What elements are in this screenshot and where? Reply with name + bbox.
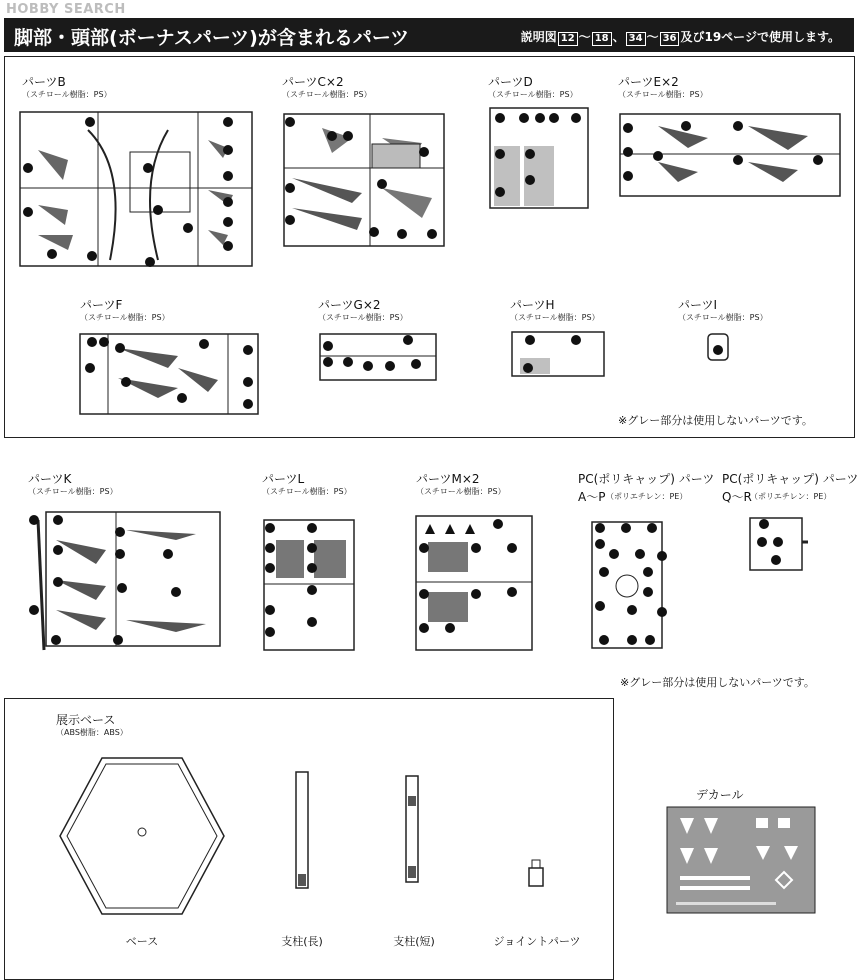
gray-note-bottom: ※グレー部分は使用しないパーツです。 xyxy=(620,676,815,689)
base-label: ベース xyxy=(125,935,159,948)
part-k-material: （スチロール樹脂：PS） xyxy=(28,487,118,496)
sprue-g-diagram xyxy=(318,332,438,382)
pillar-long-label: 支柱(長) xyxy=(281,935,323,948)
part-i-material: （スチロール樹脂：PS） xyxy=(678,313,768,322)
decal-sheet-diagram xyxy=(666,806,816,914)
sprue-m-diagram xyxy=(414,512,534,652)
ref-step-a1: 12 xyxy=(558,32,578,46)
watermark-logo: HOBBY SEARCH xyxy=(6,2,126,17)
part-d-label: パーツD xyxy=(488,75,533,89)
ref-comma: 、 xyxy=(612,30,625,44)
joint-part-label: ジョイントパーツ xyxy=(493,935,581,948)
decal-title: デカール xyxy=(696,788,744,802)
part-d-material: （スチロール樹脂：PS） xyxy=(488,90,578,99)
sprue-b-diagram xyxy=(18,110,254,268)
part-l-material: （スチロール樹脂：PS） xyxy=(262,487,352,496)
ref-step-a2: 18 xyxy=(592,32,612,46)
part-h-label: パーツH xyxy=(510,298,555,312)
ref-sep: 〜 xyxy=(578,30,591,44)
part-e-label: パーツE×2 xyxy=(618,75,679,89)
instruction-reference xyxy=(521,28,840,46)
ref-suffix: 及び19ページで使用します。 xyxy=(680,30,840,44)
part-k-label: パーツK xyxy=(28,472,72,486)
part-i-diagram xyxy=(706,330,730,364)
sprue-d-diagram xyxy=(488,106,590,210)
ref-step-b1: 34 xyxy=(626,32,646,46)
sprue-c-diagram xyxy=(282,108,446,248)
sprue-pc-qr-diagram xyxy=(748,512,808,572)
sprue-h-diagram xyxy=(510,330,606,378)
part-g-label: パーツG×2 xyxy=(318,298,381,312)
pillar-long-diagram xyxy=(292,770,312,890)
ref-step-b2: 36 xyxy=(660,32,680,46)
hexagon-base-diagram xyxy=(54,752,230,920)
part-m-material: （スチロール樹脂：PS） xyxy=(416,487,506,496)
part-l-label: パーツL xyxy=(262,472,305,486)
sprue-e-diagram xyxy=(618,106,842,198)
part-b-label: パーツB xyxy=(22,75,66,89)
pillar-short-diagram xyxy=(402,774,422,884)
sprue-k-diagram xyxy=(26,510,222,656)
joint-part-diagram xyxy=(526,858,546,888)
part-c-label: パーツC×2 xyxy=(282,75,344,89)
part-e-material: （スチロール樹脂：PS） xyxy=(618,90,708,99)
part-f-label: パーツF xyxy=(80,298,123,312)
part-b-material: （スチロール樹脂：PS） xyxy=(22,90,112,99)
page-title: 脚部・頭部(ボーナスパーツ)が含まれるパーツ xyxy=(14,27,410,49)
sprue-f-diagram xyxy=(78,328,260,416)
ref-prefix: 説明図 xyxy=(520,30,557,44)
sprue-pc-ap-diagram xyxy=(586,516,668,652)
ref-sep: 〜 xyxy=(646,30,659,44)
page-header xyxy=(4,18,854,52)
part-m-label: パーツM×2 xyxy=(416,472,480,486)
display-base-material: （ABS樹脂：ABS） xyxy=(56,728,128,737)
part-pc2-label: PC(ポリキャップ) パーツ xyxy=(722,472,859,486)
pillar-short-label: 支柱(短) xyxy=(393,935,435,948)
part-f-material: （スチロール樹脂：PS） xyxy=(80,313,170,322)
part-i-label: パーツI xyxy=(678,298,718,312)
part-g-material: （スチロール樹脂：PS） xyxy=(318,313,408,322)
sprue-l-diagram xyxy=(262,514,356,652)
part-pc1-label: PC(ポリキャップ) パーツ xyxy=(578,472,715,486)
part-pc1-range: A〜P xyxy=(578,490,606,504)
display-base-title: 展示ベース xyxy=(56,713,116,727)
part-pc2-range: Q〜R xyxy=(722,490,752,504)
part-pc2-material: （ポリエチレン：PE） xyxy=(750,492,832,501)
gray-note-top: ※グレー部分は使用しないパーツです。 xyxy=(618,414,813,427)
part-h-material: （スチロール樹脂：PS） xyxy=(510,313,600,322)
part-c-material: （スチロール樹脂：PS） xyxy=(282,90,372,99)
part-pc1-material: （ポリエチレン：PE） xyxy=(606,492,688,501)
